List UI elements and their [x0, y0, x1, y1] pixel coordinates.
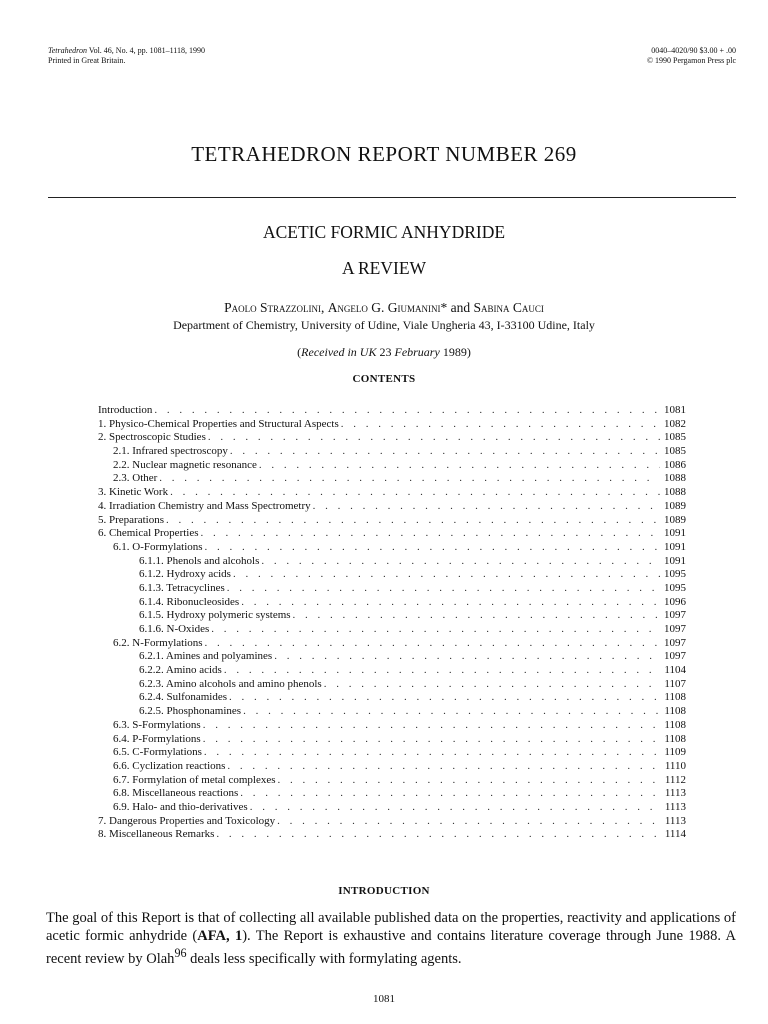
- received-label: Received in UK: [301, 345, 377, 359]
- toc-entry: [98, 774, 686, 788]
- toc-entry: [98, 418, 686, 432]
- publisher-header: [647, 46, 736, 66]
- toc-entry-page: 1088: [664, 486, 686, 499]
- toc-entry-page: 1091: [664, 527, 686, 540]
- toc-entry-page: 1089: [664, 499, 686, 512]
- toc-entry-label: 6.1.4. Ribonucleosides: [139, 595, 240, 608]
- toc-entry: [98, 514, 686, 528]
- toc-entry: [98, 459, 686, 473]
- intro-text-1: The goal of this Report is that of collecting all available published data on the properties, reactivity and applications of acetic formic anhydride (: [46, 910, 736, 944]
- toc-leader-dots: [222, 664, 660, 678]
- intro-abbrev: AFA, 1: [197, 927, 243, 944]
- toc-entry-page: 1086: [664, 458, 686, 471]
- toc-entry: [98, 719, 686, 733]
- received-year: 1989): [439, 345, 471, 359]
- toc-entry-page: 1095: [664, 581, 686, 594]
- toc-entry: [98, 746, 686, 760]
- title-divider: [48, 197, 736, 198]
- toc-leader-dots: [225, 582, 660, 596]
- toc-leader-dots: [209, 623, 660, 637]
- toc-entry-label: 2.3. Other: [113, 472, 158, 485]
- toc-entry: [98, 568, 686, 582]
- toc-leader-dots: [202, 746, 660, 760]
- journal-name: Tetrahedron: [48, 46, 87, 55]
- received-month: February: [394, 345, 440, 359]
- intro-text-3: deals less specifically with formylating agents.: [186, 950, 462, 967]
- table-of-contents: [98, 404, 686, 842]
- toc-entry-page: 1085: [664, 431, 686, 444]
- contents-heading: CONTENTS: [352, 373, 416, 385]
- toc-leader-dots: [339, 418, 660, 432]
- toc-entry-label: 6.2.1. Amines and polyamines: [139, 650, 273, 663]
- toc-entry-page: 1108: [664, 718, 686, 731]
- toc-entry-page: 1097: [664, 609, 686, 622]
- author-separator: ,: [320, 300, 328, 315]
- toc-entry: [98, 609, 686, 623]
- toc-leader-dots: [227, 691, 660, 705]
- toc-entry-page: 1096: [664, 595, 686, 608]
- toc-leader-dots: [291, 609, 660, 623]
- toc-entry-page: 1108: [664, 732, 686, 745]
- toc-entry: [98, 691, 686, 705]
- introduction-heading: INTRODUCTION: [338, 885, 430, 897]
- corresponding-star: *: [440, 300, 448, 315]
- toc-entry-label: Introduction: [98, 404, 153, 416]
- toc-entry-label: 2.2. Nuclear magnetic resonance: [113, 458, 257, 471]
- toc-entry-label: 6. Chemical Properties: [98, 527, 199, 540]
- toc-entry-page: 1108: [664, 691, 686, 704]
- copyright: © 1990 Pergamon Press plc: [646, 56, 736, 65]
- toc-leader-dots: [225, 760, 660, 774]
- toc-entry-label: 6.1.2. Hydroxy acids: [139, 568, 231, 581]
- toc-leader-dots: [206, 431, 660, 445]
- toc-entry-label: 6.2.3. Amino alcohols and amino phenols: [139, 677, 322, 690]
- toc-entry: [98, 527, 686, 541]
- toc-entry-label: 1. Physico-Chemical Properties and Structural Aspects: [98, 417, 339, 430]
- page-number: 1081: [373, 993, 395, 1005]
- toc-entry: [98, 486, 686, 500]
- toc-entry: [98, 828, 686, 842]
- toc-entry-label: 3. Kinetic Work: [98, 486, 169, 499]
- toc-entry-page: 1112: [664, 773, 686, 786]
- toc-entry: [98, 760, 686, 774]
- toc-leader-dots: [272, 650, 660, 664]
- toc-leader-dots: [164, 514, 660, 528]
- toc-entry-label: 5. Preparations: [98, 513, 164, 526]
- toc-entry: [98, 815, 686, 829]
- toc-entry-label: 6.4. P-Formylations: [113, 732, 201, 745]
- toc-entry-label: 6.3. S-Formylations: [113, 718, 201, 731]
- toc-entry-page: 1107: [664, 677, 686, 690]
- toc-entry: [98, 623, 686, 637]
- toc-entry-page: 1104: [664, 664, 686, 677]
- toc-entry: [98, 650, 686, 664]
- issn-code: 0040–4020/90 $3.00 + .00: [651, 46, 736, 55]
- toc-leader-dots: [157, 472, 660, 486]
- toc-entry-label: 6.1.6. N-Oxides: [139, 623, 210, 635]
- toc-entry-page: 1097: [664, 650, 686, 663]
- toc-entry: [98, 404, 686, 418]
- toc-leader-dots: [276, 774, 660, 788]
- author-separator: and: [447, 300, 474, 315]
- toc-entry: [98, 500, 686, 514]
- toc-entry-page: 1091: [664, 554, 686, 567]
- toc-entry-label: 4. Irradiation Chemistry and Mass Spectrometry: [98, 499, 311, 512]
- author-2: Angelo G. Giumanini: [327, 300, 441, 315]
- toc-leader-dots: [231, 568, 660, 582]
- toc-leader-dots: [152, 404, 660, 418]
- toc-entry-label: 2.1. Infrared spectroscopy: [113, 445, 228, 458]
- toc-entry-page: 1109: [664, 746, 686, 759]
- article-title: ACETIC FORMIC ANHYDRIDE: [262, 222, 506, 242]
- toc-entry-page: 1088: [664, 472, 686, 485]
- toc-entry-page: 1113: [664, 814, 686, 827]
- toc-entry-label: 6.1.3. Tetracyclines: [139, 581, 225, 594]
- toc-entry-page: 1097: [664, 623, 686, 635]
- toc-entry: [98, 637, 686, 651]
- toc-entry: [98, 541, 686, 555]
- toc-leader-dots: [203, 541, 660, 555]
- toc-entry-page: 1095: [664, 568, 686, 581]
- journal-volume: Vol. 46, No. 4, pp. 1081–1118, 1990: [86, 46, 205, 55]
- journal-citation: [48, 46, 205, 56]
- author-1: Paolo Strazzolini: [224, 300, 321, 315]
- author-list: [0, 300, 768, 316]
- toc-entry-page: 1082: [664, 417, 686, 430]
- toc-entry: [98, 582, 686, 596]
- toc-entry-label: 6.5. C-Formylations: [113, 746, 202, 759]
- affiliation: Department of Chemistry, University of Udine, Viale Ungheria 43, I-33100 Udine, Italy: [173, 318, 595, 332]
- toc-leader-dots: [257, 459, 660, 473]
- toc-entry-label: 6.1. O-Formylations: [113, 540, 203, 553]
- toc-leader-dots: [168, 486, 660, 500]
- printed-in: Printed in Great Britain.: [48, 56, 126, 65]
- toc-entry-page: 1089: [664, 513, 686, 526]
- author-3: Sabina Cauci: [473, 300, 544, 315]
- toc-leader-dots: [201, 719, 660, 733]
- toc-leader-dots: [322, 678, 660, 692]
- toc-entry-label: 6.9. Halo- and thio-derivatives: [113, 800, 248, 813]
- report-title: TETRAHEDRON REPORT NUMBER 269: [191, 142, 577, 166]
- toc-entry-page: 1113: [664, 787, 686, 800]
- article-subtitle: A REVIEW: [341, 258, 427, 278]
- toc-entry: [98, 555, 686, 569]
- paren-open: (: [297, 345, 302, 359]
- introduction-paragraph: [46, 910, 736, 968]
- toc-leader-dots: [199, 527, 660, 541]
- toc-entry-page: 1097: [664, 636, 686, 649]
- toc-entry-label: 6.2.5. Phosphonamines: [139, 705, 242, 718]
- toc-leader-dots: [241, 705, 660, 719]
- toc-entry-label: 6.1.1. Phenols and alcohols: [139, 554, 260, 567]
- received-date: [0, 345, 768, 360]
- citation-ref: 96: [174, 946, 187, 960]
- toc-entry: [98, 787, 686, 801]
- toc-entry: [98, 596, 686, 610]
- toc-leader-dots: [311, 500, 660, 514]
- toc-entry-label: 2. Spectroscopic Studies: [98, 431, 206, 444]
- toc-leader-dots: [201, 733, 660, 747]
- toc-entry: [98, 733, 686, 747]
- toc-entry: [98, 705, 686, 719]
- toc-entry-label: 6.6. Cyclization reactions: [113, 759, 226, 772]
- toc-entry: [98, 801, 686, 815]
- toc-entry: [98, 664, 686, 678]
- toc-entry-label: 6.7. Formylation of metal complexes: [113, 773, 276, 786]
- toc-leader-dots: [275, 815, 660, 829]
- intro-text-2: ). The Report is exhaustive and contains literature coverage through June 1988. A recent review by Olah: [46, 927, 736, 967]
- toc-entry: [98, 431, 686, 445]
- received-day: 23: [376, 345, 395, 359]
- toc-leader-dots: [203, 637, 660, 651]
- toc-leader-dots: [248, 801, 660, 815]
- toc-leader-dots: [228, 445, 660, 459]
- toc-leader-dots: [239, 596, 660, 610]
- toc-entry: [98, 445, 686, 459]
- toc-entry-label: 6.2.2. Amino acids: [139, 664, 222, 677]
- toc-entry-page: 1085: [664, 445, 686, 458]
- toc-entry-label: 8. Miscellaneous Remarks: [98, 828, 215, 841]
- toc-entry-page: 1110: [664, 759, 686, 772]
- toc-entry-page: 1081: [664, 404, 686, 416]
- toc-entry-page: 1114: [664, 828, 686, 841]
- toc-entry: [98, 678, 686, 692]
- toc-entry-label: 6.1.5. Hydroxy polymeric systems: [139, 609, 291, 622]
- toc-entry-label: 7. Dangerous Properties and Toxicology: [98, 814, 276, 827]
- toc-entry-label: 6.8. Miscellaneous reactions: [113, 787, 239, 800]
- toc-leader-dots: [259, 555, 660, 569]
- toc-entry-page: 1113: [664, 800, 686, 813]
- toc-entry: [98, 472, 686, 486]
- toc-entry-label: 6.2. N-Formylations: [113, 636, 203, 649]
- journal-header: [48, 46, 205, 66]
- toc-entry-label: 6.2.4. Sulfonamides: [139, 691, 227, 704]
- toc-entry-page: 1108: [664, 705, 686, 718]
- toc-entry-page: 1091: [664, 540, 686, 553]
- toc-leader-dots: [238, 787, 660, 801]
- toc-leader-dots: [214, 828, 660, 842]
